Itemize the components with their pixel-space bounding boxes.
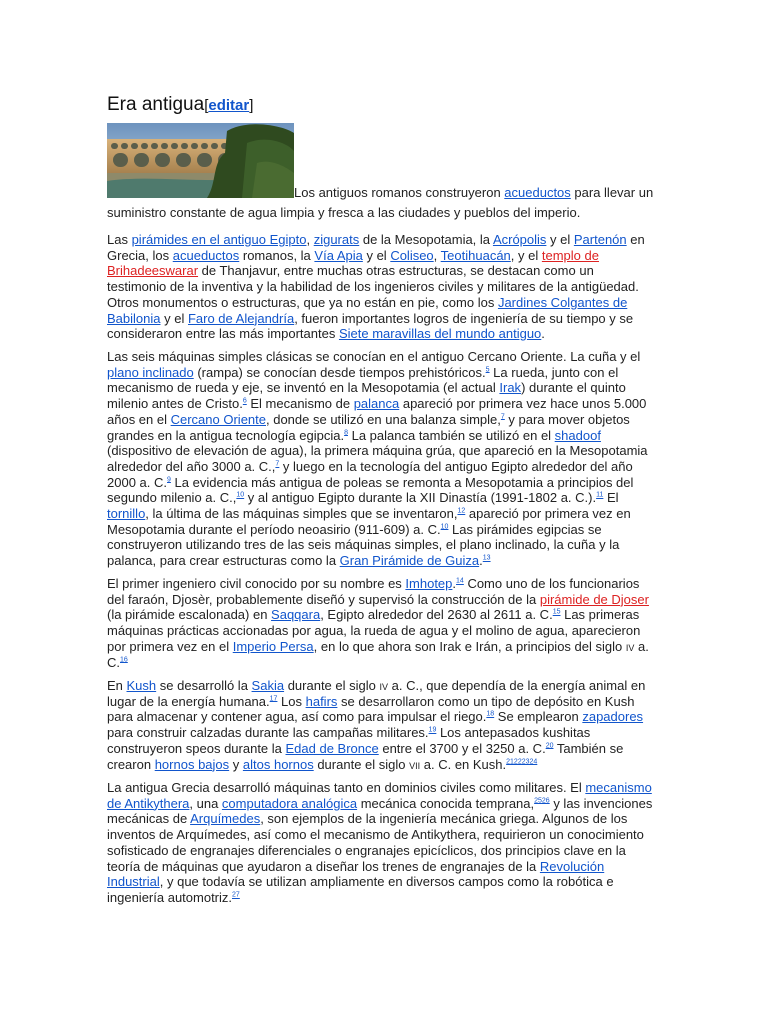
link-piramides-egipto[interactable]: pirámides en el antiguo Egipto — [131, 232, 307, 247]
link-edad-bronce[interactable]: Edad de Bronce — [285, 740, 379, 756]
link-partenon[interactable]: Partenón — [573, 232, 627, 247]
link-irak[interactable]: Irak — [499, 380, 522, 396]
link-palanca[interactable]: palanca — [353, 396, 400, 412]
link-shadoof[interactable]: shadoof — [554, 427, 601, 443]
link-gran-piramide-guiza[interactable]: Gran Pirámide de Guiza — [339, 553, 480, 569]
link-piramide-djoser[interactable]: pirámide de Djoser — [539, 591, 649, 607]
edit-link[interactable]: editar — [208, 97, 250, 114]
link-teotihuacan[interactable]: Teotihuacán — [440, 247, 511, 263]
ref-16[interactable]: 16 — [120, 656, 128, 664]
link-imhotep[interactable]: Imhotep — [405, 576, 453, 591]
paragraph-greece: La antigua Grecia desarrolló máquinas tanto en dominios civiles como militares. El mecanismo de Antikythera, una computadora analógica mecánica conocida temprana,$^{2526}$ y las invenciones mecánicas de Arquímedes, son ejemplos de la ingeniería mecánica griega. Algunos de los inventos de Arquímedes, así como el mecanismo de Antikythera, requirieron un conocimiento sofisticado de engranajes diferenciales o engranajes epicíclicos, dos principios clave en la teoría de máquinas que ayudaron a diseñar los trenes de engranajes de la Revolución Industrial, y que todavía se utilizan ampliamente en diversos campos como la robótica e ingeniería automotriz.$^{27}$ — [107, 780, 653, 905]
ref-8[interactable]: 8 — [344, 429, 348, 437]
link-faro-alejandria[interactable]: Faro de Alejandría — [187, 310, 295, 326]
link-acropolis[interactable]: Acrópolis — [492, 232, 547, 247]
link-zapadores[interactable]: zapadores — [582, 709, 644, 725]
ref-13[interactable]: 13 — [482, 554, 491, 562]
link-jardines-babilonia[interactable]: Jardines Colgantes de Babilonia — [107, 294, 628, 326]
edit-bracket-close: ] — [249, 97, 254, 114]
link-templo-brihadeeswarar[interactable]: templo de Brihadeeswarar — [107, 247, 599, 279]
ref-17[interactable]: 17 — [269, 695, 278, 703]
link-acueductos[interactable]: acueductos — [504, 185, 571, 200]
ref-15[interactable]: 15 — [552, 609, 561, 617]
ref-18[interactable]: 18 — [486, 711, 495, 719]
link-saqqara[interactable]: Saqqara — [271, 607, 321, 623]
ref-19[interactable]: 19 — [428, 726, 437, 734]
link-cercano-oriente[interactable]: Cercano Oriente — [170, 411, 266, 427]
ref-7[interactable]: 7 — [500, 413, 505, 421]
link-altos-hornos[interactable]: altos hornos — [242, 756, 314, 772]
ref-20[interactable]: 20 — [545, 742, 554, 750]
ref-5[interactable]: 5 — [485, 366, 490, 374]
paragraph-monuments: Las pirámides en el antiguo Egipto, zigurats de la Mesopotamia, la Acrópolis y el Partenón en Grecia, los acueductos romanos, la Vía Apia y el Coliseo, Teotihuacán, y el templo de Brihadeeswarar de Thanjavur, entre muchas otras estructuras, se destacan como un testimonio de la inventiva y la habilidad de los ingenieros civiles y militares de la antigüedad. Otros monumentos o estructuras, que ya no están en pie, como los Jardines Colgantes de Babilonia y el Faro de Alejandría, fueron importantes logros de ingeniería de su tiempo y se consideraron entre las más importantes Siete maravillas del mundo antiguo. — [107, 232, 645, 342]
link-sakia[interactable]: Sakia — [251, 678, 285, 693]
ref-27[interactable]: 27 — [232, 891, 240, 899]
link-arquimedes[interactable]: Arquímedes — [190, 811, 261, 827]
ref-25-26[interactable]: 2526 — [534, 797, 550, 805]
edit-bracket-open: [ — [204, 97, 209, 114]
link-tornillo[interactable]: tornillo — [107, 506, 146, 522]
link-coliseo[interactable]: Coliseo — [390, 247, 434, 263]
link-acueductos-2[interactable]: acueductos — [172, 247, 240, 263]
link-imperio-persa[interactable]: Imperio Persa — [232, 638, 314, 654]
paragraph-imhotep: El primer ingeniero civil conocido por su nombre es Imhotep.$^{14}$ Como uno de los funcionarios del faraón, Djosèr, probablemente diseñó y supervisó la construcción de la pirámide de Djoser (la pirámide escalonada) en Saqqara, Egipto alrededor del 2630 al 2611 a. C.$^{15}$ Las primeras máquinas prácticas accionadas por agua, la rueda de agua y el molino de agua, aparecieron por primera vez en el Imperio Persa, en lo que ahora son Irak e Irán, a principios del siglo iv a. C.$^{16}$ — [107, 576, 649, 670]
ref-11[interactable]: 11 — [596, 492, 604, 499]
ref-14[interactable]: 14 — [456, 577, 464, 585]
ref-10b[interactable]: 10 — [440, 523, 449, 531]
image-caption: Los antiguos romanos construyeron acueductos para llevar un suministro constante de agua limpia y fresca a las ciudades y pueblos del imperio. — [107, 185, 654, 220]
link-hornos-bajos[interactable]: hornos bajos — [154, 756, 230, 772]
link-siete-maravillas[interactable]: Siete maravillas del mundo antiguo — [338, 326, 542, 342]
paragraph-kush: En Kush se desarrolló la Sakia durante el siglo iv a. C., que dependía de la energía animal en lugar de la energía humana.$^{17}$ Los hafirs se desarrollaron como un tipo de depósito en Kush para almacenar y contener agua, así como para impulsar el riego.$^{18}$ Se emplearon zapadores para construir calzadas durante las campañas militares.$^{19}$ Los antepasados kushitas construyeron speos durante la Edad de Bronce entre el 3700 y el 3250 a. C.$^{20}$ También se crearon hornos bajos y altos hornos durante el siglo vii a. C. en Kush.$^{21222324}$ — [107, 678, 646, 772]
ref-21-24[interactable]: 21222324 — [506, 758, 538, 766]
ref-10[interactable]: 10 — [236, 492, 245, 499]
ref-9[interactable]: 9 — [167, 476, 171, 484]
link-hafirs[interactable]: hafirs — [305, 693, 338, 709]
section-title: Era antigua — [107, 94, 205, 115]
ref-12[interactable]: 12 — [457, 507, 466, 515]
section-heading — [107, 94, 253, 116]
link-computadora-analogica[interactable]: computadora analógica — [221, 795, 358, 811]
paragraph-simple-machines: Las seis máquinas simples clásicas se conocían en el antiguo Cercano Oriente. La cuña y el plano inclinado (rampa) se conocían desde tiempos prehistóricos.$^5$ La rueda, junto con el mecanismo de rueda y eje, se inventó en la Mesopotamia (el actual Irak) durante el quinto milenio antes de Cristo.$^6$ El mecanismo de palanca apareció por primera vez hace unos 5.000 años en el Cercano Oriente, donde se utilizó en una balanza simple,$^7$ y para mover objetos grandes en la antigua tecnología egipcia.$^8$ La palanca también se utilizó en el shadoof (dispositivo de elevación de agua), la primera máquina grúa, que apareció en la Mesopotamia alrededor del año 3000 a. C.,$^7$ y luego en la tecnología del antiguo Egipto alrededor del año 2000 a. C.$^9$ La evidencia más antigua de poleas se remonta a Mesopotamia a principios del segundo milenio a. C.,$^{10}$ y al antiguo Egipto durante la XII Dinastía (1991-1802 a. C.).$^{11}$ El tornillo, la última de las máquinas simples que se inventaron,$^{12}$ apareció por primera vez en Mesopotamia durante el período neoasirio (911-609) a. C.$^{10}$ Las pirámides egipcias se construyeron utilizando tres de las seis máquinas simples, el plano inclinado, la cuña y la palanca, para crear estructuras como la Gran Pirámide de Guiza.$^{13}$ — [107, 349, 648, 569]
link-kush[interactable]: Kush — [126, 678, 157, 693]
link-mecanismo-antikythera[interactable]: mecanismo de Antikythera — [107, 780, 652, 811]
link-via-apia[interactable]: Vía Apia — [314, 247, 363, 263]
ref-7b[interactable]: 7 — [275, 460, 280, 468]
link-plano-inclinado[interactable]: plano inclinado — [107, 364, 194, 380]
link-revolucion-industrial[interactable]: Revolución Industrial — [107, 858, 605, 890]
ref-6[interactable]: 6 — [242, 397, 247, 405]
link-zigurats[interactable]: zigurats — [313, 232, 360, 247]
